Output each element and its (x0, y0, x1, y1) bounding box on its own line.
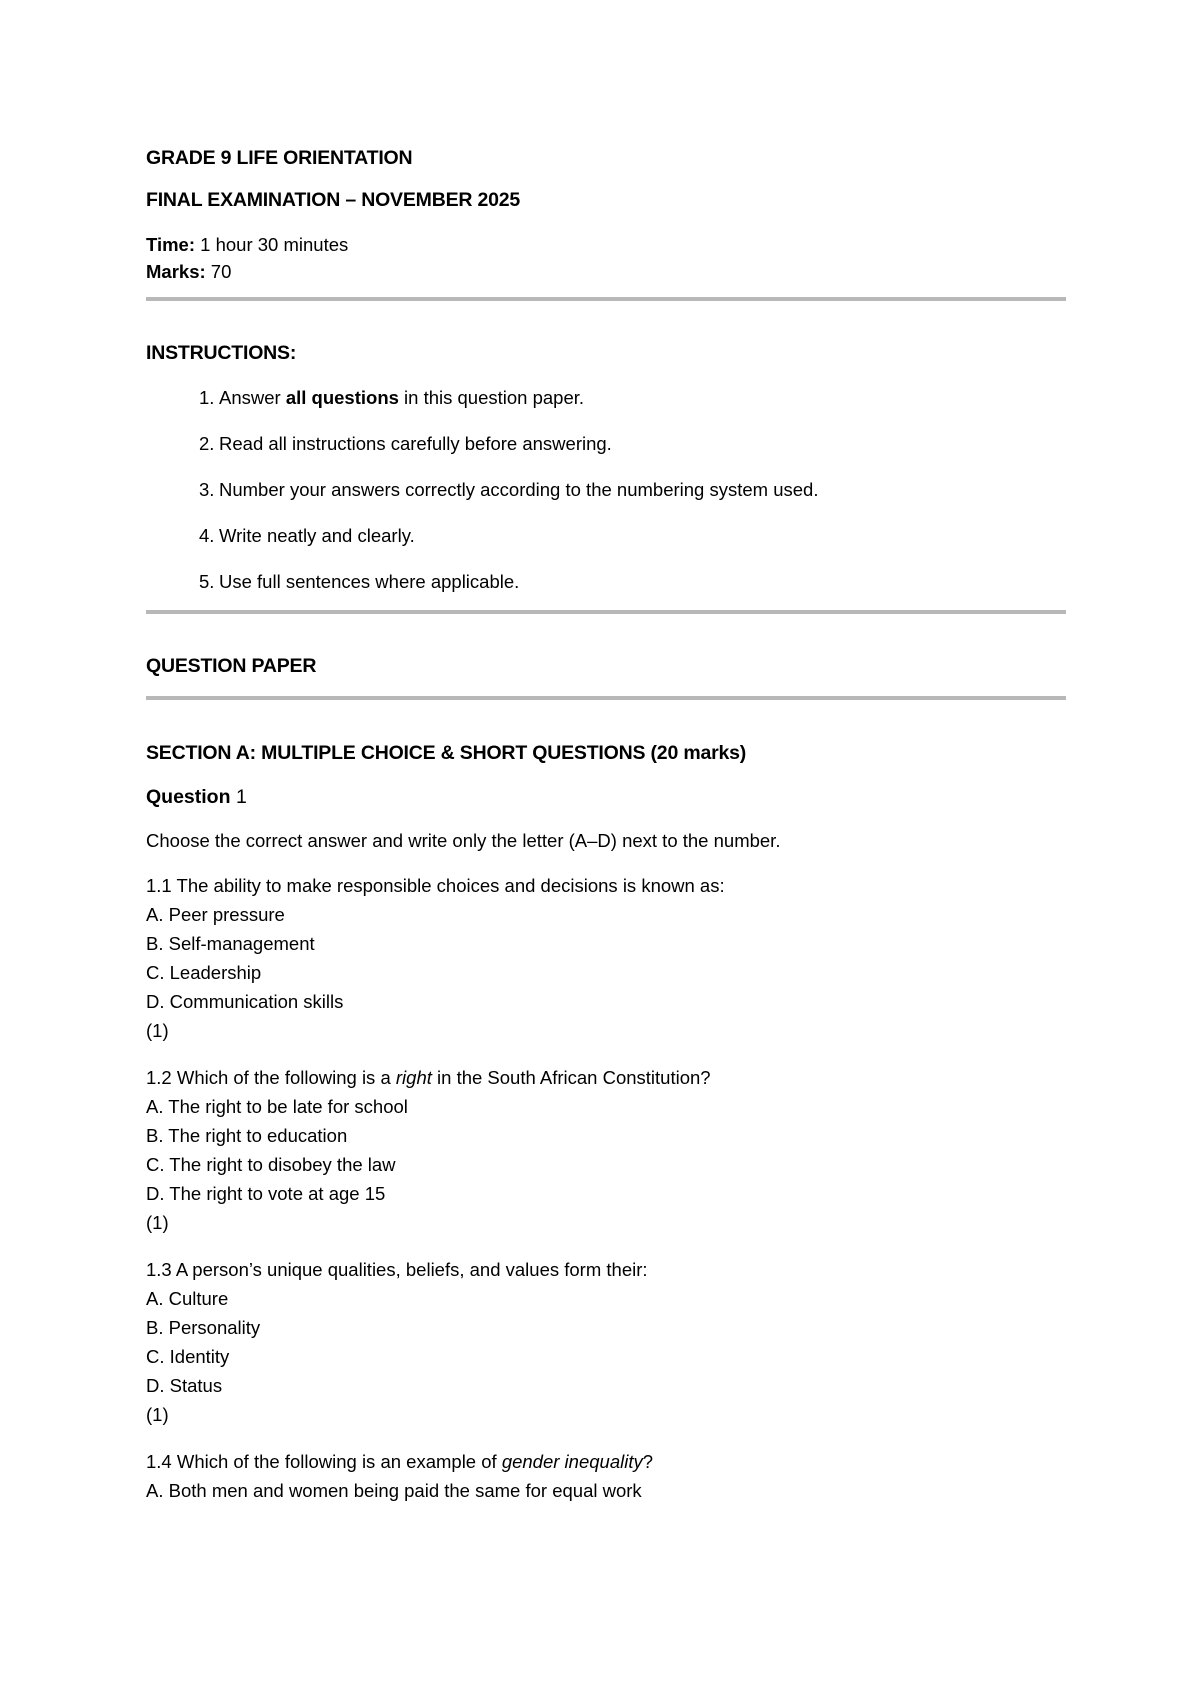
question-stem: 1.2 Which of the following is a right in the South African Constitution? (146, 1067, 711, 1088)
question-item (146, 1063, 1066, 1237)
document-body (146, 146, 1066, 1505)
answer-option: A. Both men and women being paid the same for equal work (146, 1480, 642, 1501)
divider (146, 696, 1066, 700)
instructions-list (146, 386, 1066, 594)
answer-option: C. The right to disobey the law (146, 1154, 396, 1175)
instruction-item: 5. Use full sentences where applicable. (199, 571, 520, 592)
section-a-heading: SECTION A: MULTIPLE CHOICE & SHORT QUESTIONS (20 marks) (146, 742, 747, 764)
question-item (146, 1447, 1066, 1505)
mark-allocation: (1) (146, 1404, 169, 1425)
mark-allocation: (1) (146, 1020, 169, 1041)
instruction-item: 2. Read all instructions carefully before answering. (199, 433, 612, 454)
question-paper-heading: QUESTION PAPER (146, 655, 317, 677)
instructions-heading: INSTRUCTIONS: (146, 342, 297, 364)
time-line (146, 231, 1066, 258)
answer-option: C. Identity (146, 1346, 230, 1367)
marks-line (146, 258, 1066, 285)
divider (146, 297, 1066, 301)
time-label: Time: (146, 234, 196, 255)
question-item (146, 871, 1066, 1045)
answer-option: A. The right to be late for school (146, 1096, 408, 1117)
question-list (146, 871, 1066, 1505)
question-stem: 1.4 Which of the following is an example of gender inequality? (146, 1451, 654, 1472)
answer-option: B. Self-management (146, 933, 315, 954)
question-instruction: Choose the correct answer and write only the letter (A–D) next to the number. (146, 830, 781, 851)
marks-label: Marks: (146, 261, 206, 282)
paper-title: GRADE 9 LIFE ORIENTATION (146, 147, 413, 169)
answer-option: C. Leadership (146, 962, 262, 983)
instruction-item: 4. Write neatly and clearly. (199, 525, 415, 546)
answer-option: B. Personality (146, 1317, 261, 1338)
answer-option: A. Culture (146, 1288, 229, 1309)
question-heading: Question 1 (146, 786, 247, 808)
mark-allocation: (1) (146, 1212, 169, 1233)
answer-option: D. The right to vote at age 15 (146, 1183, 386, 1204)
question-stem: 1.1 The ability to make responsible choices and decisions is known as: (146, 875, 725, 896)
answer-option: D. Status (146, 1375, 223, 1396)
answer-option: B. The right to education (146, 1125, 348, 1146)
question-stem: 1.3 A person’s unique qualities, beliefs, and values form their: (146, 1259, 648, 1280)
question-item (146, 1255, 1066, 1429)
marks-value: 70 (210, 261, 232, 282)
time-value: 1 hour 30 minutes (200, 234, 349, 255)
answer-option: A. Peer pressure (146, 904, 285, 925)
divider (146, 610, 1066, 614)
instruction-item: 3. Number your answers correctly according to the numbering system used. (199, 479, 819, 500)
exam-title: FINAL EXAMINATION – NOVEMBER 2025 (146, 189, 521, 211)
instruction-item: 1. Answer all questions in this question paper. (199, 387, 585, 408)
answer-option: D. Communication skills (146, 991, 344, 1012)
